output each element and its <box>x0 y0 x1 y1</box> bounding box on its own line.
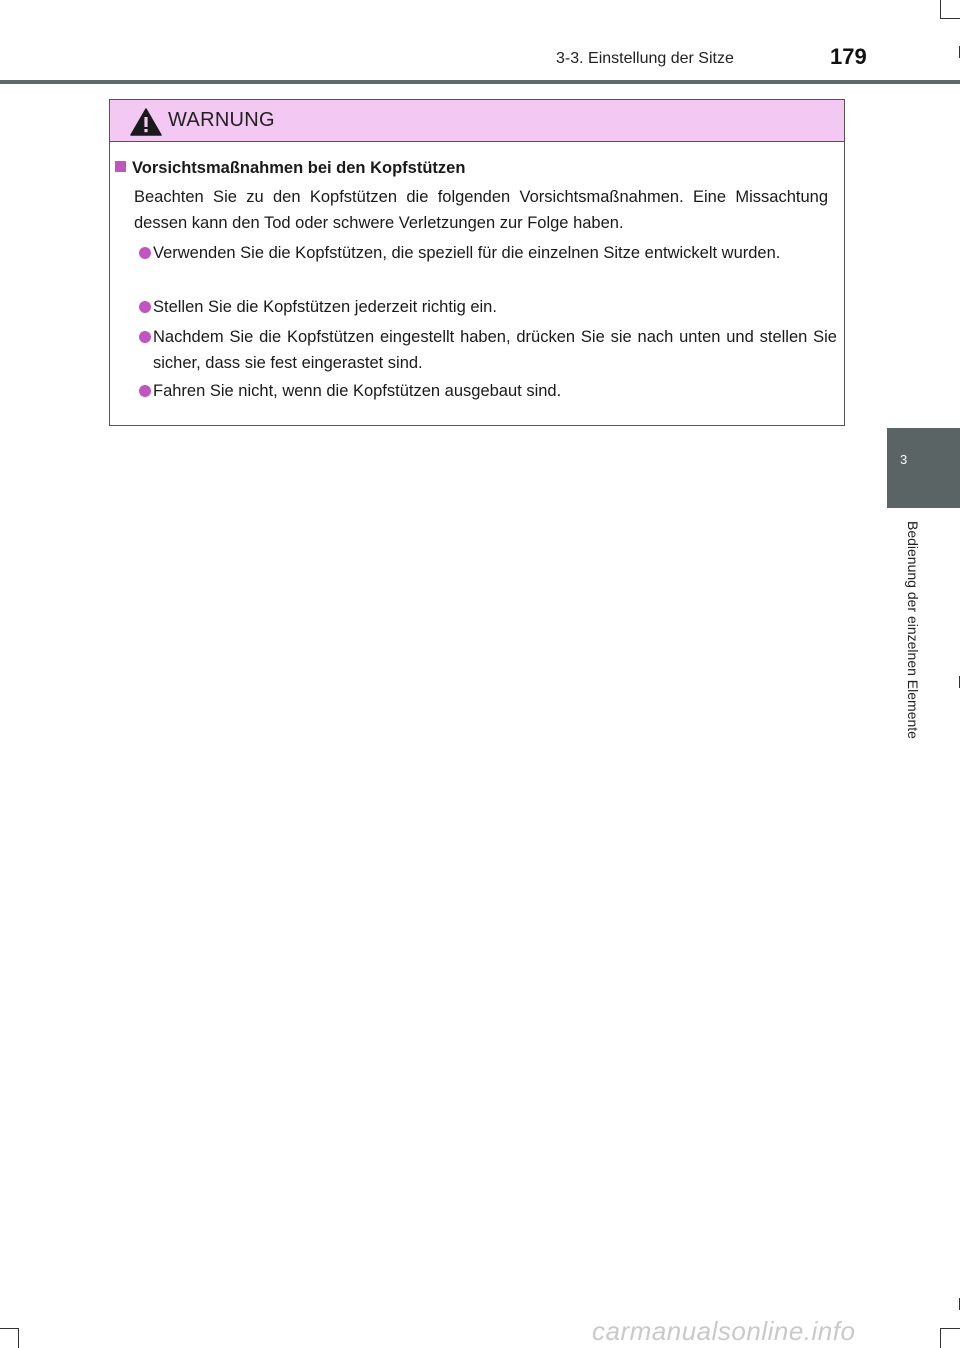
circle-bullet-icon <box>139 331 151 343</box>
chapter-tab-number: 3 <box>900 452 908 467</box>
warning-heading <box>115 159 465 178</box>
bullet-text: Stellen Sie die Kopfstützen jederzeit richtig ein. <box>153 298 497 316</box>
crop-mark-bottom-right-h <box>940 1328 960 1329</box>
square-bullet-icon <box>115 161 126 172</box>
warning-title: WARNUNG <box>168 109 275 131</box>
chapter-tab <box>887 428 960 508</box>
warning-intro: Beachten Sie zu den Kopfstützen die folgenden Vorsichtsmaßnahmen. Eine Missachtung dessen kann den Tod oder schwere Verletzungen zur Folge haben. <box>134 188 828 232</box>
header-section-title: 3-3. Einstellung der Sitze <box>556 50 734 67</box>
crop-mark-top-right-v <box>940 0 941 18</box>
bullet-text: Nachdem Sie die Kopfstützen eingestellt haben, drücken Sie sie nach unten und stellen Sie sicher, dass sie fest eingerastet sind. <box>153 328 837 372</box>
bullet-text: Verwenden Sie die Kopfstützen, die speziell für die einzelnen Sitze entwickelt wurden. <box>153 244 781 262</box>
warning-box <box>109 99 845 426</box>
crop-mark-top-right-h <box>940 18 960 19</box>
bullet-text: Fahren Sie nicht, wenn die Kopfstützen ausgebaut sind. <box>153 382 562 400</box>
bullet-item <box>127 240 837 266</box>
circle-bullet-icon <box>139 385 151 397</box>
warning-triangle-icon <box>130 108 162 136</box>
crop-mark-bottom-right-v <box>940 1328 941 1348</box>
bullet-item <box>127 378 837 404</box>
header-rule <box>0 80 960 84</box>
crop-mark-bottom-left-v <box>18 1328 19 1348</box>
watermark: carmanualsonline.info <box>592 1316 856 1346</box>
warning-heading-text: Vorsichtsmaßnahmen bei den Kopfstützen <box>132 159 466 177</box>
page-number: 179 <box>830 44 867 69</box>
chapter-tab-title: Bedienung der einzelnen Elemente <box>905 521 921 739</box>
bullet-item <box>127 294 837 320</box>
circle-bullet-icon <box>139 247 151 259</box>
warning-header <box>110 100 844 142</box>
crop-mark-bottom-left-h <box>0 1328 18 1329</box>
bullet-item <box>127 324 837 376</box>
circle-bullet-icon <box>139 301 151 313</box>
